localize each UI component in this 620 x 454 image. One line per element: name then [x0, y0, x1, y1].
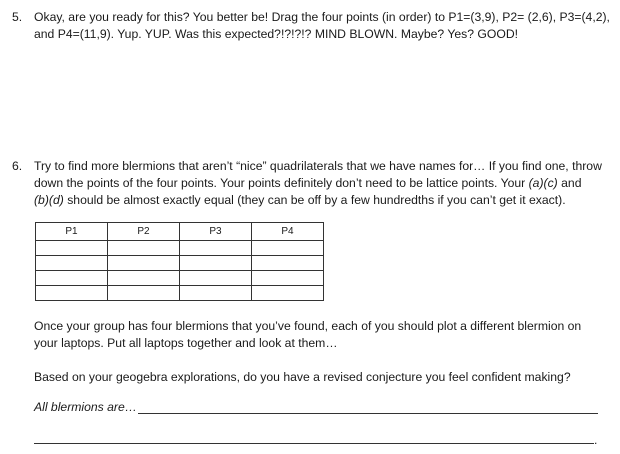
question-number: 5.	[12, 10, 23, 24]
answer-line-1[interactable]	[138, 413, 598, 414]
end-period: .	[594, 433, 598, 447]
table-header-row	[36, 223, 324, 241]
table-cell[interactable]	[36, 241, 108, 256]
and-text: and	[557, 176, 582, 190]
table-row	[36, 286, 324, 301]
all-blermions-label: All blermions are…	[34, 400, 137, 414]
question-6-line-2	[34, 175, 606, 192]
table-row	[36, 271, 324, 286]
header-p2: P2	[108, 223, 180, 241]
question-number: 6.	[12, 159, 23, 173]
group-instructions-line-1: Once your group has four blermions that you’ve found, each of you should plot a different blermion on	[34, 319, 582, 333]
table-cell[interactable]	[180, 286, 252, 301]
segment-d-label: (d)	[48, 193, 64, 207]
table-cell[interactable]	[252, 271, 324, 286]
header-p3: P3	[180, 223, 252, 241]
table-row	[36, 256, 324, 271]
question-5-line-1: Okay, are you ready for this? You better be! Drag the four points (in order) to P1=(3,9), P2= (2,6), P3=(4,2),	[34, 10, 610, 24]
table-cell[interactable]	[108, 256, 180, 271]
question-5-text	[34, 9, 610, 43]
question-6-text	[34, 158, 606, 209]
table-cell[interactable]	[180, 271, 252, 286]
table-cell[interactable]	[36, 286, 108, 301]
group-instructions	[34, 318, 606, 352]
table-cell[interactable]	[252, 286, 324, 301]
table-cell[interactable]	[180, 241, 252, 256]
answer-line-2[interactable]	[34, 443, 594, 444]
header-p4: P4	[252, 223, 324, 241]
table-cell[interactable]	[108, 241, 180, 256]
question-6-line-1: Try to find more blermions that aren’t “nice” quadrilaterals that we have names for… If you find one, throw	[34, 159, 602, 173]
table-cell[interactable]	[252, 241, 324, 256]
question-6-line-3	[34, 192, 606, 209]
table-cell[interactable]	[108, 286, 180, 301]
table-cell[interactable]	[252, 256, 324, 271]
segment-b-label: (b)	[34, 193, 49, 207]
conjecture-question: Based on your geogebra explorations, do you have a revised conjecture you feel confident making?	[34, 370, 571, 384]
table-cell[interactable]	[36, 271, 108, 286]
question-6-line-2-text: down the points of the four points. Your points definitely don’t need to be lattice points. Your	[34, 176, 526, 190]
table-cell[interactable]	[180, 256, 252, 271]
group-instructions-line-2: your laptops. Put all laptops together and look at them…	[34, 336, 338, 350]
table-cell[interactable]	[108, 271, 180, 286]
question-5-line-2: and P4=(11,9). Yup. YUP. Was this expected?!?!?!? MIND BLOWN. Maybe? Yes? GOOD!	[34, 27, 519, 41]
header-p1: P1	[36, 223, 108, 241]
question-6-line-3-text: should be almost exactly equal (they can be off by a few hundredths if you can’t get it exact).	[63, 193, 566, 207]
table-row	[36, 241, 324, 256]
segment-a-label: (a)	[528, 176, 544, 190]
points-table	[35, 222, 324, 301]
table-cell[interactable]	[36, 256, 108, 271]
segment-c-label: (c)	[543, 176, 558, 190]
